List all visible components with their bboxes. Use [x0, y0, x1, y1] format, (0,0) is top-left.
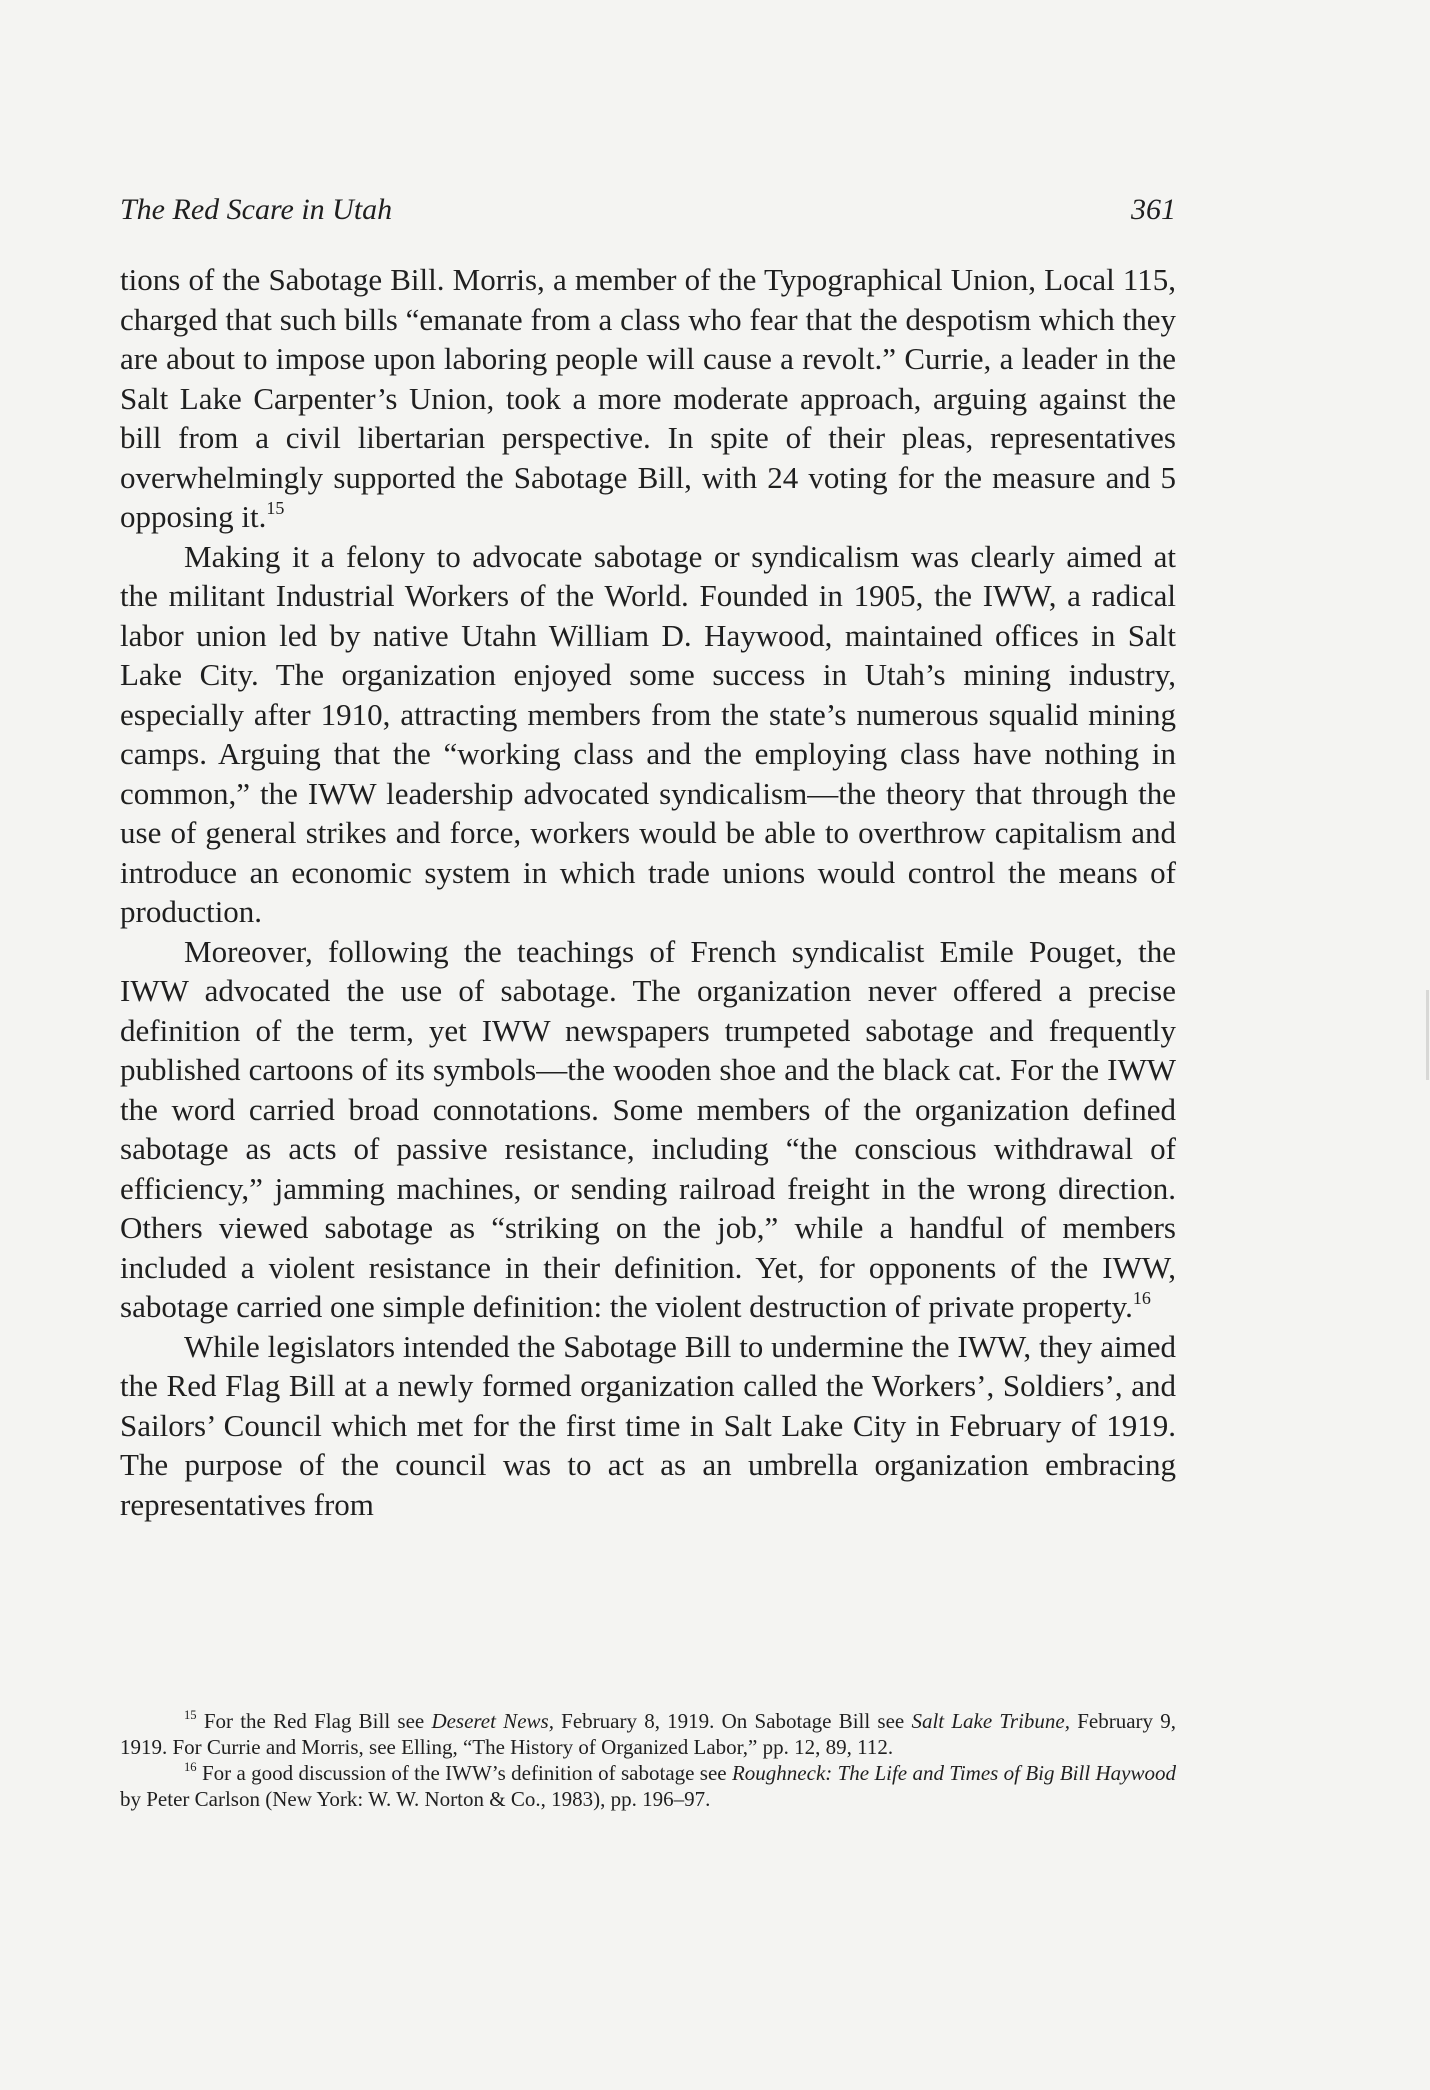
- footnote-16-text-1: For a good discussion of the IWW’s definition of sabotage see: [201, 1761, 732, 1785]
- footnote-15: [120, 1708, 1176, 1760]
- footnote-15-source-1: Deseret News,: [431, 1709, 554, 1733]
- footnote-15-text-2: February 8, 1919. On Sabotage Bill see: [553, 1709, 912, 1733]
- page-number: 361: [1131, 193, 1176, 226]
- footnote-ref-15: 15: [266, 498, 285, 519]
- footnote-15-text-1: For the Red Flag Bill see: [203, 1709, 432, 1733]
- body-text: [120, 260, 1176, 1524]
- paragraph-3-text: Moreover, following the teachings of French syndicalist Emile Pouget, the IWW advocated the use of sabotage. The organization never offered a precise definition of the term, yet IWW newspapers trumpeted sabotage and frequently published cartoons of its symbols—the wooden shoe and the black cat. For the IWW the word carried broad connotations. Some members of the organization defined sabotage as acts of passive resistance, including “the conscious withdrawal of efficiency,” jamming machines, or sending railroad freight in the wrong direction. Others viewed sabotage as “striking on the job,” while a handful of members included a violent resistance in their definition. Yet, for opponents of the IWW, sabotage carried one simple definition: the violent destruction of private property.: [120, 933, 1176, 1324]
- paragraph-3: [120, 932, 1176, 1327]
- paragraph-4: [120, 1327, 1176, 1525]
- running-title: The Red Scare in Utah: [120, 193, 393, 226]
- footnote-15-source-2: Salt Lake Tribune,: [911, 1709, 1070, 1733]
- footnote-16-source-1: Roughneck: The Life and Times of Big Bill Haywood: [731, 1761, 1177, 1785]
- running-head: [120, 190, 1176, 230]
- footnote-15-text-3: February 9, 1919. For Currie and Morris, see Elling, “The History of Organized Labor,” pp. 12, 89, 112.: [120, 1709, 1176, 1759]
- footnote-16: [120, 1760, 1176, 1812]
- paragraph-1-text: tions of the Sabotage Bill. Morris, a member of the Typographical Union, Local 115, charged that such bills “emanate from a class who fear that the despotism which they are about to impose upon laboring people will cause a revolt.” Currie, a leader in the Salt Lake Carpenter’s Union, took a more moderate approach, arguing against the bill from a civil libertarian perspective. In spite of their pleas, representatives overwhelmingly supported the Sabotage Bill, with 24 voting for the measure and 5 opposing it.: [120, 262, 1176, 534]
- paragraph-2-text: Making it a felony to advocate sabotage or syndicalism was clearly aimed at the militant Industrial Workers of the World. Founded in 1905, the IWW, a radical labor union led by native Utahn William D. Haywood, maintained offices in Salt Lake City. The organization enjoyed some success in Utah’s mining industry, especially after 1910, attracting members from the state’s numerous squalid mining camps. Arguing that the “working class and the employing class have nothing in common,” the IWW leadership advocated syndicalism—the theory that through the use of general strikes and force, workers would be able to overthrow capitalism and introduce an economic system in which trade unions would control the means of production.: [120, 538, 1176, 929]
- page-edge-shadow: [1426, 990, 1429, 1080]
- paragraph-4-text: While legislators intended the Sabotage Bill to undermine the IWW, they aimed the Red Flag Bill at a newly formed organization called the Workers’, Soldiers’, and Sailors’ Council which met for the first time in Salt Lake City in February of 1919. The purpose of the council was to act as an umbrella organization embracing representatives from: [120, 1328, 1176, 1522]
- footnotes: [120, 1708, 1176, 1812]
- footnote-16-text-2: by Peter Carlson (New York: W. W. Norton & Co., 1983), pp. 196–97.: [120, 1787, 711, 1811]
- footnote-15-number: 15: [184, 1707, 197, 1722]
- paragraph-1: [120, 260, 1176, 537]
- paragraph-2: [120, 537, 1176, 932]
- footnote-16-number: 16: [184, 1759, 197, 1774]
- footnote-ref-16: 16: [1132, 1288, 1151, 1309]
